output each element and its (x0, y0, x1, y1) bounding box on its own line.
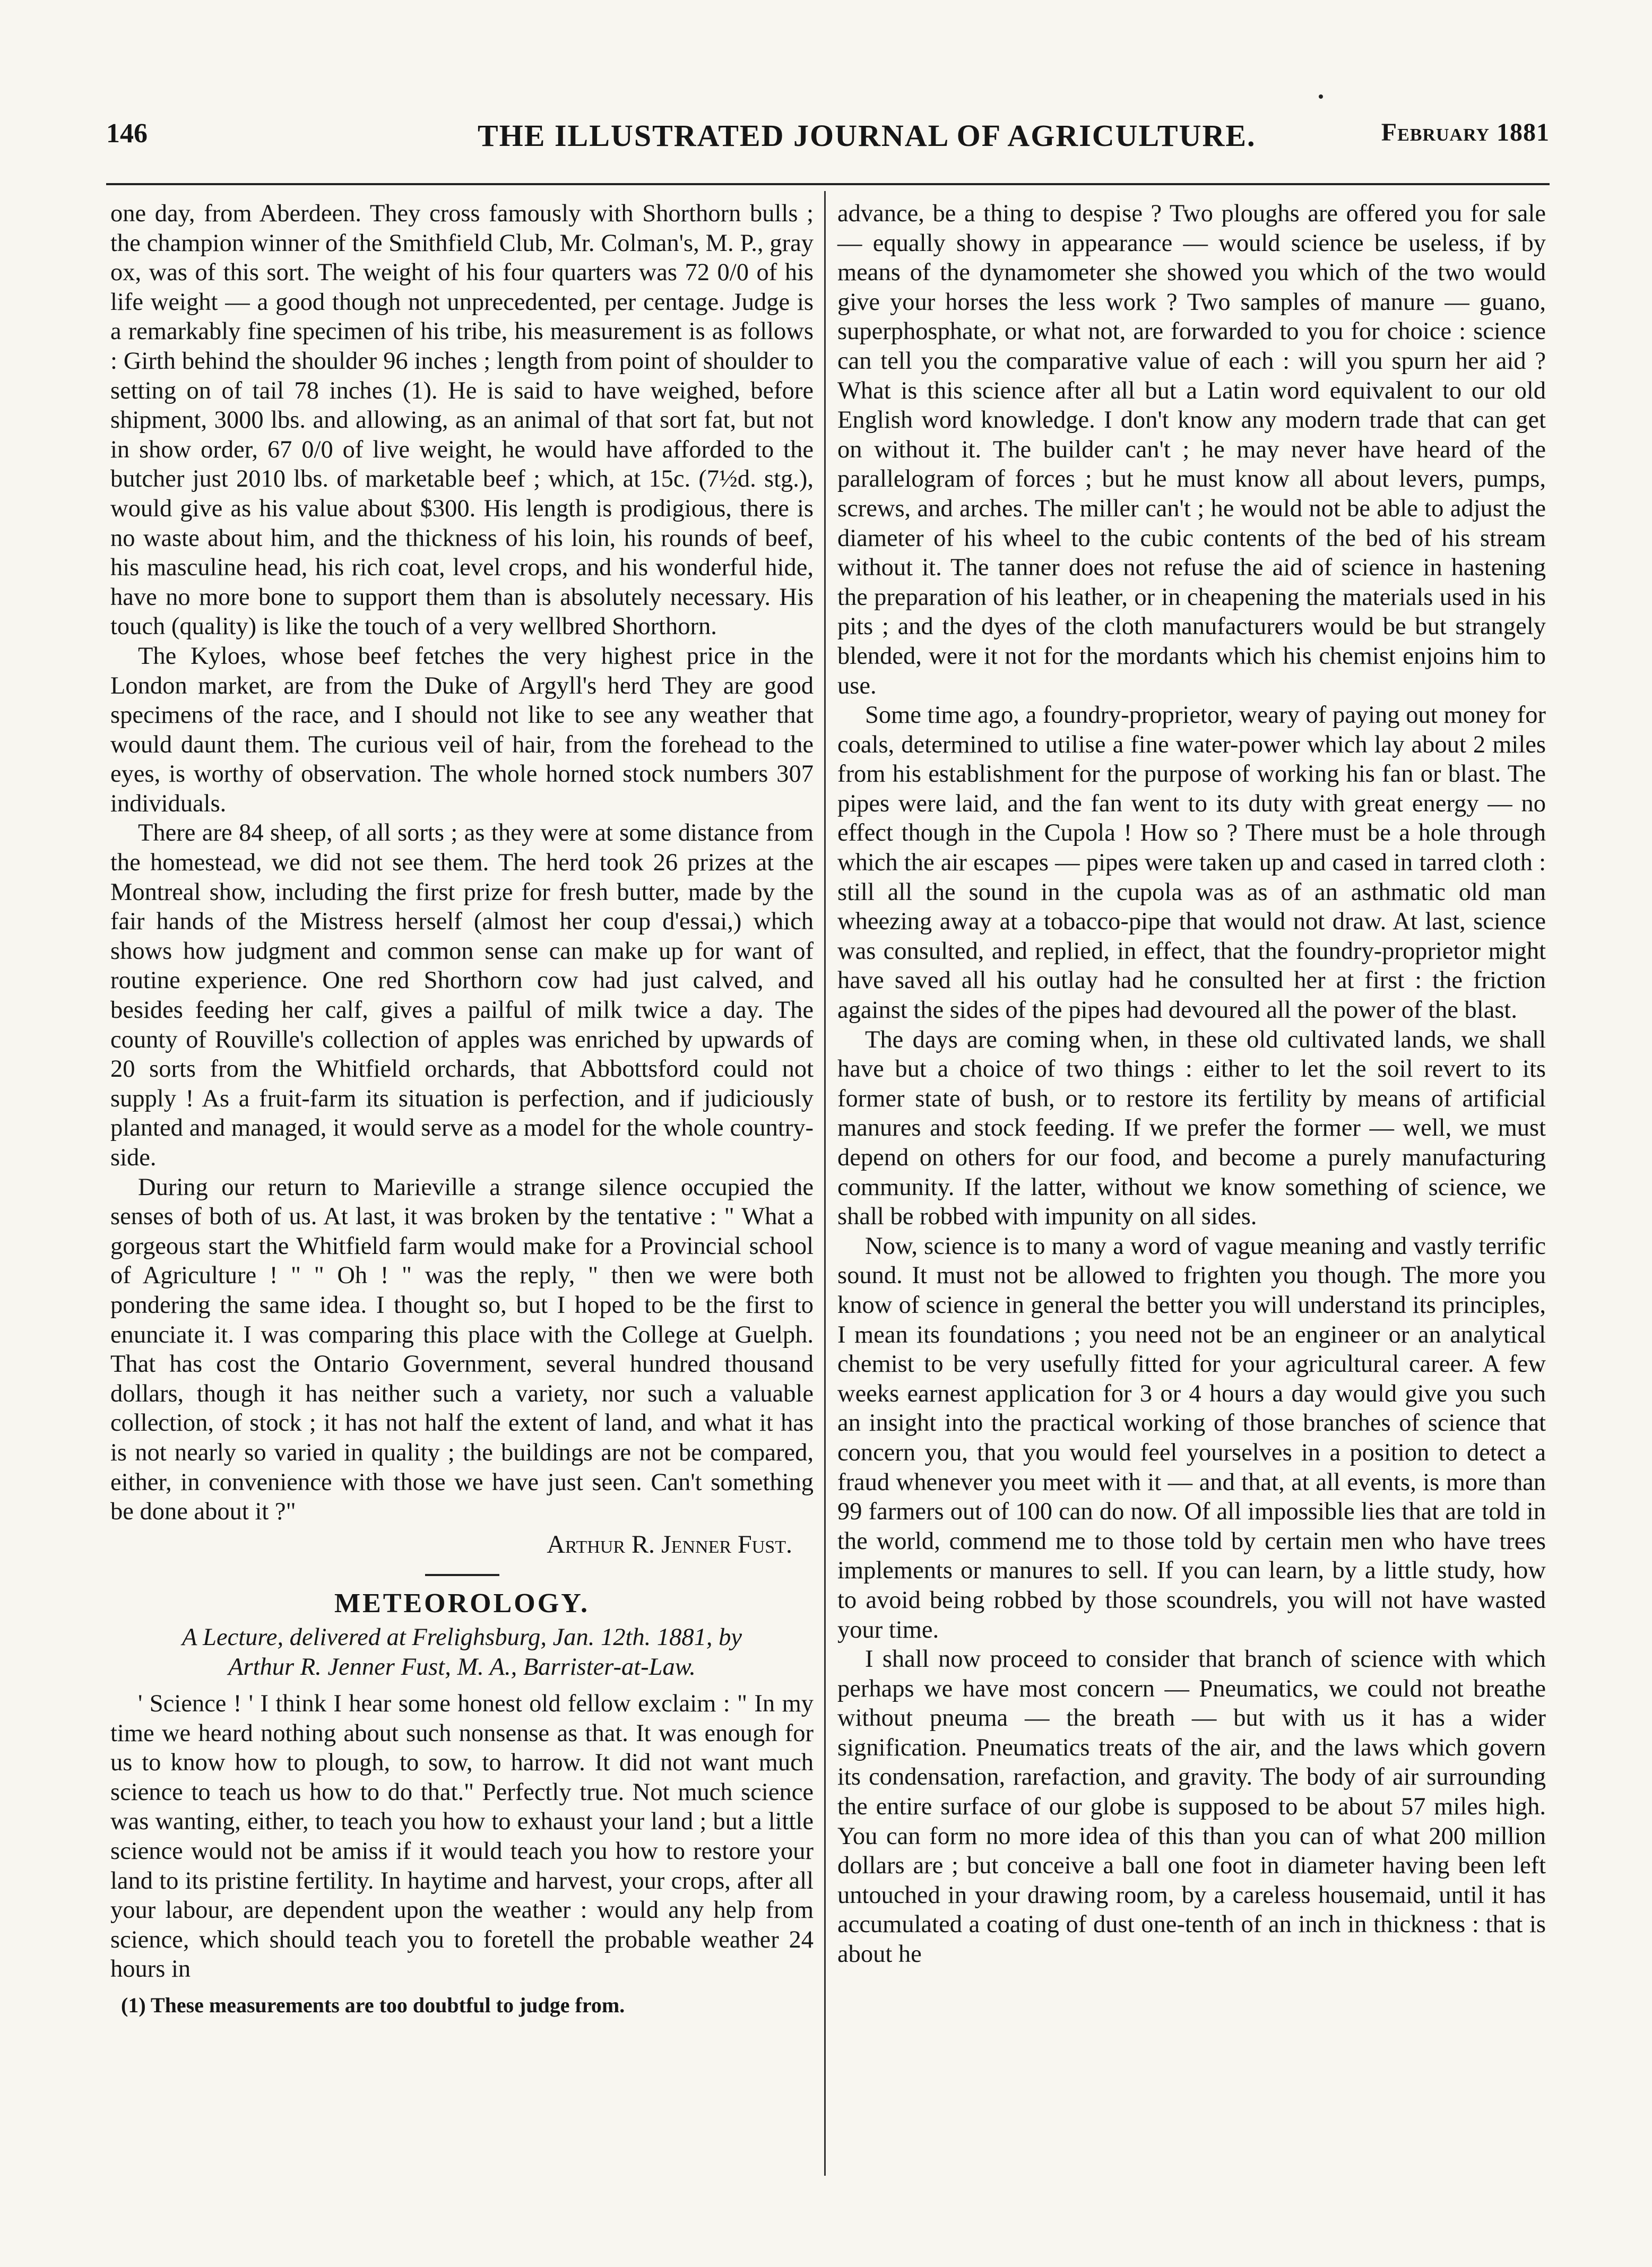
left-column (110, 199, 814, 2020)
subtitle-line: Arthur R. Jenner Fust, M. A., Barrister-at-Law. (228, 1653, 696, 1681)
paragraph: During our return to Marieville a strange silence occupied the senses of both of us. At last, it was broken by the tentative : " What a gorgeous start the Whitfield farm would make for a Provincial school of Agriculture ! " " Oh ! " was the reply, " then we were both pondering the same idea. I thought so, but I hoped to be the first to enunciate it. I was comparing this place with the College at Guelph. That has cost the Ontario Government, several hundred thousand dollars, though it has neither such a variety, nor such a valuable collection, of stock ; it has not half the extent of land, and what it has is not nearly so varied in quality ; the buildings are not be compared, either, in convenience with those we have just seen. Can't something be done about it ?" (110, 1173, 814, 1526)
paragraph: Some time ago, a foundry-proprietor, weary of paying out money for coals, determined to utilise a fine water-power which lay about 2 miles from his establishment for the purpose of working his fan or blast. The pipes were laid, and the fan went to its duty with great energy — no effect though in the Cupola ! How so ? There must be a hole through which the air escapes — pipes were taken up and cased in tarred cloth : still all the sound in the cupola was as of an asthmatic old man wheezing away at a tobacco-pipe that would not draw. At last, science was consulted, and replied, in effect, that the foundry-proprietor might have saved all his outlay had he consulted her at first : the friction against the sides of the pipes had devoured all the power of the blast. (837, 702, 1546, 1024)
author-signature: Arthur R. Jenner Fust. (547, 1530, 792, 1559)
print-mark (1319, 94, 1323, 99)
page-number: 146 (106, 118, 148, 149)
paragraph: The days are coming when, in these old cultivated lands, we shall have but a choice of two things : either to let the soil revert to its former state of bush, or to restore its fertility by means of artificial manures and stock feeding. If we prefer the former — well, we must depend on others for our food, and become a purely manufacturing community. If the latter, without we know something of science, we shall be robbed with impunity on all sides. (837, 1026, 1546, 1231)
issue-date: February 1881 (1381, 118, 1550, 146)
subtitle-line: A Lecture, delivered at Frelighsburg, Jan. 12th. 1881, by (181, 1623, 742, 1651)
paragraph: The Kyloes, whose beef fetches the very highest price in the London market, are from the Duke of Argyll's herd They are good specimens of the race, and I should not like to see any weather that would daunt them. The curious veil of hair, from the forehead to the eyes, is worthy of observation. The whole horned stock numbers 307 individuals. (110, 642, 814, 817)
page-header (106, 118, 1550, 166)
header-rule (106, 183, 1550, 185)
lecture-subtitle (110, 1623, 814, 1682)
paragraph: I shall now proceed to consider that branch of science with which perhaps we have most concern — Pneumatics, we could not breathe without pneuma — the breath — but with us it has a wider signification. Pneumatics treats of the air, and the laws which govern its condensation, rarefaction, and gravity. The body of air surrounding the entire surface of our globe is supposed to be about 57 miles high. You can form no more idea of this than you can of what 200 million dollars are ; but conceive a ball one foot in diameter having been left untouched in your drawing room, by a careless housemaid, until it has accumulated a coating of dust one-tenth of an inch in thickness : that is about he (837, 1646, 1546, 1968)
journal-title: THE ILLUSTRATED JOURNAL OF AGRICULTURE. (478, 118, 1256, 153)
paragraph: ' Science ! ' I think I hear some honest old fellow exclaim : " In my time we heard nothing about such nonsense as that. It was enough for us to know how to plough, to sow, to harrow. It did not want much science to teach us how to do that." Perfectly true. Not much science was wanting, either, to teach you how to exhaust your land ; but a little science would not be amiss if it would teach you how to restore your land to its pristine fertility. In haytime and harvest, your crops, after all your labour, are dependent upon the weather : would any help from science, which should teach you to foretell the probable weather 24 hours in (110, 1690, 814, 1983)
section-divider (425, 1574, 499, 1576)
paragraph: one day, from Aberdeen. They cross famously with Shorthorn bulls ; the champion winner of the Smithfield Club, Mr. Colman's, M. P., gray ox, was of this sort. The weight of his four quarters was 72 0/0 of his life weight — a good though not unprecedented, per centage. Judge is a remarkably fine specimen of his tribe, his measurement is as follows : Girth behind the shoulder 96 inches ; length from point of shoulder to setting on of tail 78 inches (1). He is said to have weighed, before shipment, 3000 lbs. and allowing, as an animal of that sort fat, but not in show order, 67 0/0 of live weight, he would have afforded to the butcher just 2010 lbs. of marketable beef ; which, at 15c. (7½d. stg.), would give as his value about $300. His length is prodigious, there is no waste about him, and the thickness of his loin, his rounds of beef, his masculine head, his rich coat, level crops, and his wonderful hide, have no more bone to support them than is absolutely necessary. His touch (quality) is like the touch of a very wellbred Shorthorn. (110, 200, 814, 641)
footnote: (1) These measurements are too doubtful to judge from. (121, 1993, 625, 2018)
paragraph: There are 84 sheep, of all sorts ; as they were at some distance from the homestead, we did not see them. The herd took 26 prizes at the Montreal show, including the first prize for fresh butter, made by the fair hands of the Mistress herself (almost her coup d'essai,) which shows how judgment and common sense can make up for want of routine experience. One red Shorthorn cow had just calved, and besides feeding her calf, gives a pailful of milk twice a day. The county of Rouville's collection of apples was enriched by upwards of 20 sorts from the Whitfield orchards, that Abbottsford could not supply ! As a fruit-farm its situation is perfection, and if judiciously planted and managed, it would serve as a model for the whole country-side. (110, 819, 814, 1171)
paragraph: Now, science is to many a word of vague meaning and vastly terrific sound. It must not be allowed to frighten you though. The more you know of science in general the better you will understand its principles, I mean its foundations ; you need not be an engineer or an analytical chemist to be very usefully fitted for your agricultural career. A few weeks earnest application for 3 or 4 hours a day would give you such an insight into the practical working of those branches of science that concern you, that you would feel yourselves in a position to detect a fraud whenever you meet with it — and that, at all events, is more than 99 farmers out of 100 can do now. Of all impossible lies that are told in the world, commend me to those told by certain men who have trees implements or manures to sell. If you can learn, by a little study, how to avoid being robbed by those scoundrels, you will not have wasted your time. (837, 1232, 1546, 1643)
column-divider (824, 191, 826, 2176)
right-column (837, 199, 1546, 1969)
section-title: METEOROLOGY. (334, 1588, 590, 1619)
paragraph: advance, be a thing to despise ? Two ploughs are offered you for sale — equally showy in appearance — would science be useless, if by means of the dynamometer she showed you which of the two would give your horses the less work ? Two samples of manure — guano, superphosphate, or what not, are forwarded to you for choice : science can tell you the comparative value of each : will you spurn her aid ? What is this science after all but a Latin word equivalent to our old English word knowledge. I don't know any modern trade that can get on without it. The builder can't ; he may never have heard of the parallelogram of forces ; but he must know all about levers, pumps, screws, and arches. The miller can't ; he would not be able to adjust the diameter of his wheel to the cubic contents of the bed of his stream without it. The tanner does not refuse the aid of science in hastening the preparation of his leather, or in cheapening the materials used in his pits ; and the dyes of the cloth manufacturers would be but strangely blended, were it not for the mordants which his chemist enjoins him to use. (837, 200, 1546, 699)
